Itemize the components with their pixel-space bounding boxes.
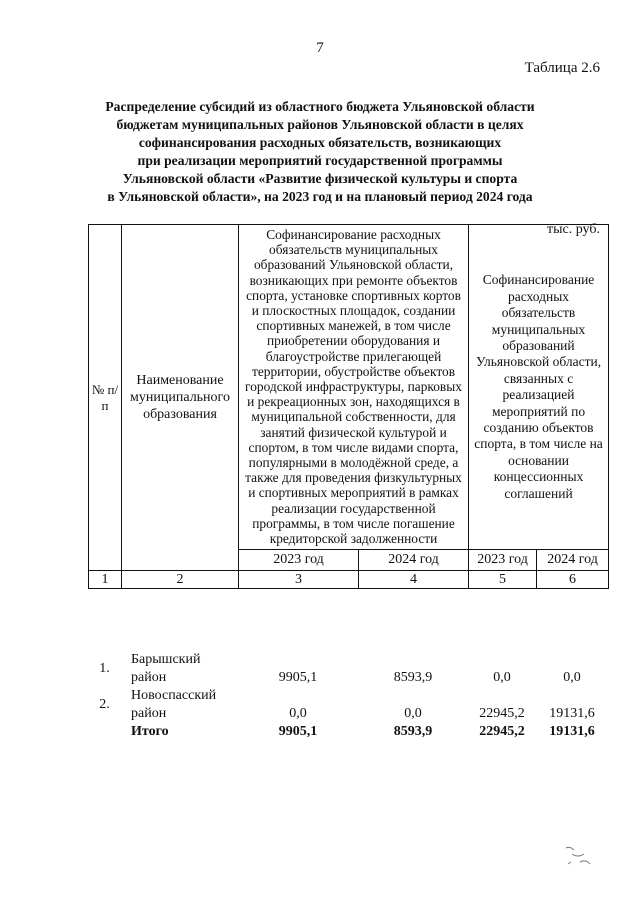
scan-mark (560, 840, 600, 870)
municipality-name: Барышский район (131, 652, 201, 685)
table-row (88, 651, 608, 687)
total-label: Итого (131, 724, 169, 739)
total-value: 9905,1 (278, 724, 318, 739)
header-group-1: Софинансирование расходных обязательств муниципальных образований Ульяновской области, возникающих при ремонте объектов спорта, установке спортивных кортов и плоскостных площадок, создании спортивных манежей, в том числе приобретении оборудования и благоустройстве прилегающей территории, обустройстве объектов городской инфраструктуры, парковых и рекреационных зон, находящихся в муниципальной собственности, для занятий физической культурой и спортом, в том числе видами спорта, популярными в молодёжной среде, а также для проведения физкультурных и спортивных мероприятий в рамках реализации государственной программы, в том числе погашение кредиторской задолженности (239, 225, 469, 550)
column-number: 2 (122, 571, 239, 589)
title-line: при реализации мероприятий государственной программы (137, 153, 503, 168)
column-number: 5 (469, 571, 537, 589)
title-line: Распределение субсидий из областного бюджета Ульяновской области (105, 99, 535, 114)
value-cell: 0,0 (289, 706, 307, 721)
header-year: 2023 год (469, 550, 537, 571)
value-cell: 0,0 (493, 670, 511, 685)
title-line: в Ульяновской области», на 2023 год и на плановый период 2024 года (107, 189, 533, 204)
subsidy-table-body (88, 651, 608, 741)
title-line: бюджетам муниципальных районов Ульяновской области в целях (116, 117, 524, 132)
value-cell: 0,0 (404, 706, 422, 721)
value-cell: 22945,2 (479, 706, 525, 721)
row-number: 1. (99, 661, 110, 676)
value-cell: 19131,6 (549, 706, 595, 721)
table-row (88, 687, 608, 723)
header-year: 2023 год (239, 550, 359, 571)
total-value: 19131,6 (549, 724, 595, 739)
municipality-name: Новоспасский район (131, 688, 217, 721)
row-number: 2. (99, 697, 110, 712)
column-number: 3 (239, 571, 359, 589)
subsidy-table-header (88, 224, 609, 589)
units-label: тыс. руб. (547, 222, 600, 237)
column-number: 1 (89, 571, 122, 589)
value-cell: 8593,9 (393, 670, 433, 685)
header-year: 2024 год (537, 550, 609, 571)
document-title (60, 98, 580, 206)
title-line: Ульяновской области «Развитие физической культуры и спорта (122, 171, 518, 186)
column-number: 6 (537, 571, 609, 589)
header-group-2: Софинансирование расходных обязательств муниципальных образований Ульяновской области, связанных с реализацией мероприятий по созданию объектов спорта, в том числе на основании концессионных соглашений (469, 225, 609, 550)
column-number: 4 (359, 571, 469, 589)
total-value: 8593,9 (393, 724, 433, 739)
header-name: Наименование муниципального образования (122, 225, 239, 571)
header-year: 2024 год (359, 550, 469, 571)
page-number: 7 (316, 40, 324, 56)
value-cell: 9905,1 (278, 670, 318, 685)
value-cell: 0,0 (563, 670, 581, 685)
title-line: софинансирования расходных обязательств, возникающих (138, 135, 502, 150)
header-num: № п/п (89, 225, 122, 571)
total-value: 22945,2 (479, 724, 525, 739)
total-row (88, 723, 608, 741)
table-label: Таблица 2.6 (524, 60, 600, 76)
